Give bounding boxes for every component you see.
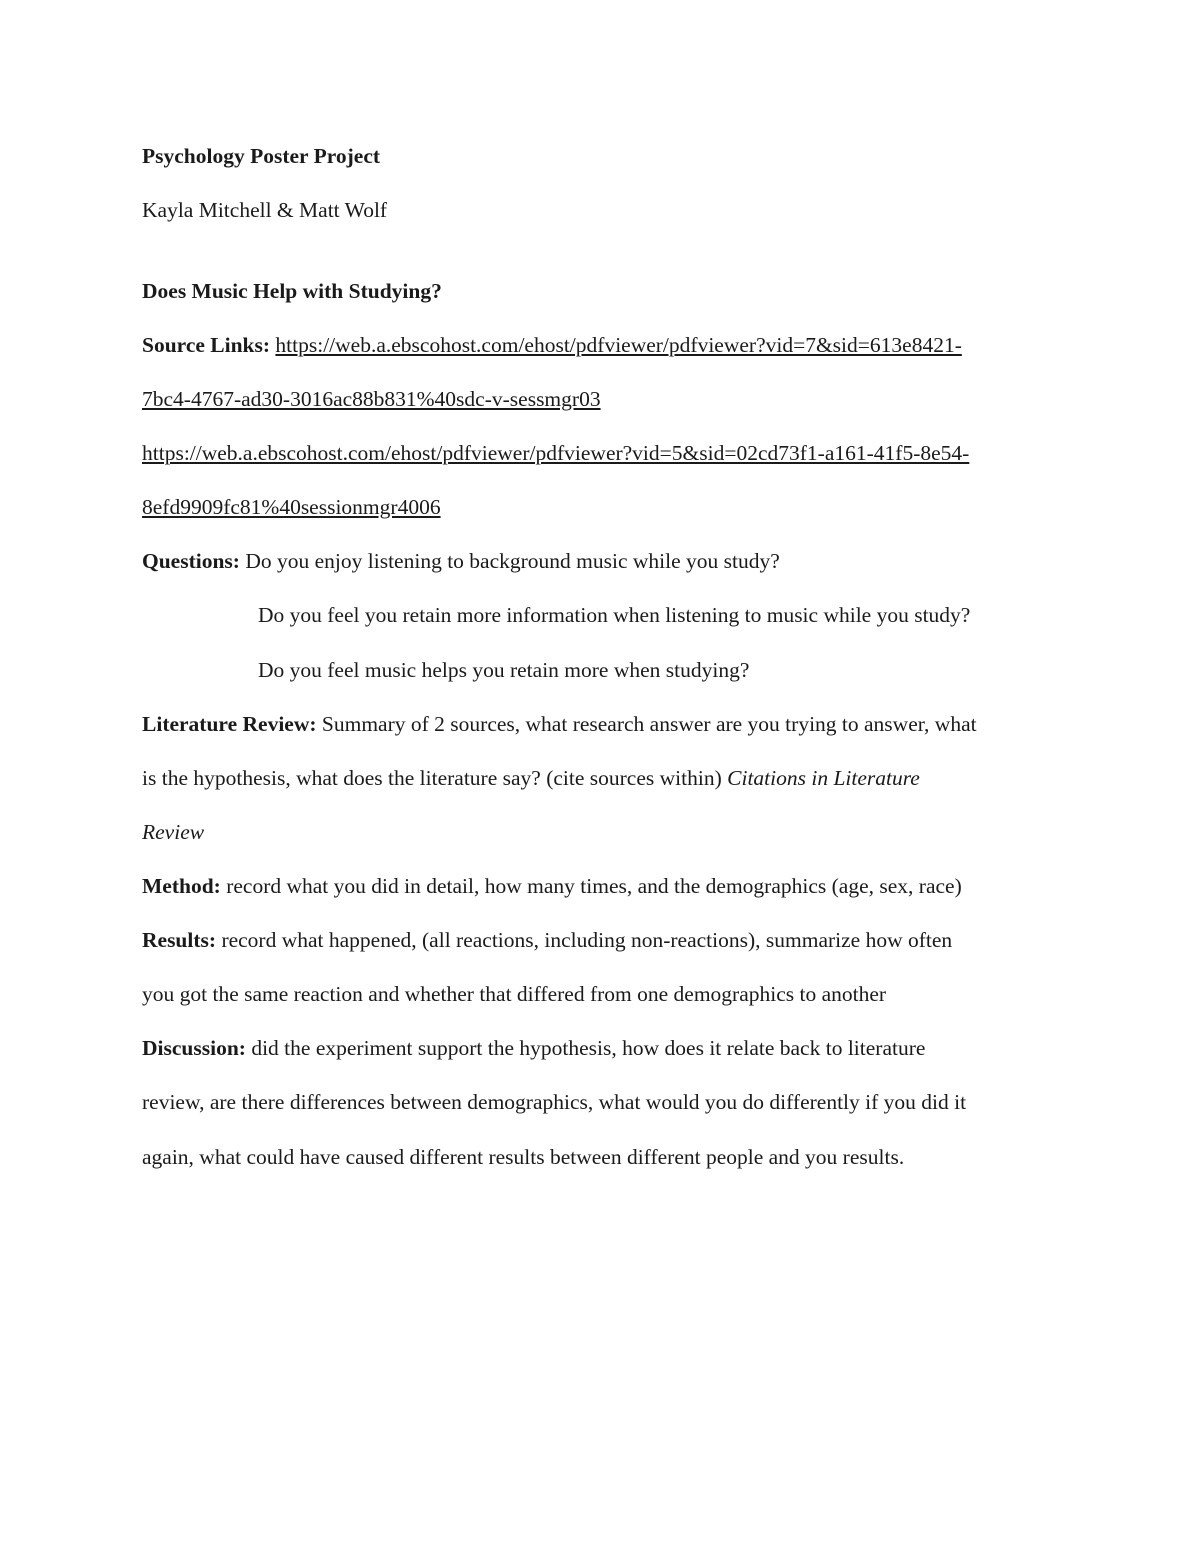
source-links-line-3: [142, 438, 969, 468]
method-label: Method:: [142, 874, 221, 898]
question-1: Do you enjoy listening to background music while you study?: [245, 549, 780, 573]
literature-review-line-1: Literature Review: Summary of 2 sources, what research answer are you trying to answer, what: [142, 712, 977, 736]
source-links-line-2: [142, 384, 601, 414]
source-links-line-1: [142, 330, 962, 360]
question-3: Do you feel music helps you retain more when studying?: [258, 658, 750, 682]
questions-line-1: [142, 546, 780, 576]
source-links-line-4: [142, 492, 441, 522]
method-line: Method: record what you did in detail, how many times, and the demographics (age, sex, race): [142, 874, 962, 898]
source-link-2-part-2[interactable]: 8efd9909fc81%40sessionmgr4006: [142, 495, 441, 519]
discussion-line-1: Discussion: did the experiment support the hypothesis, how does it relate back to literature: [142, 1036, 926, 1060]
source-link-1-part-1[interactable]: https://web.a.ebscohost.com/ehost/pdfviewer/pdfviewer?vid=7&sid=613e8421-: [275, 333, 962, 357]
source-link-2-part-1[interactable]: https://web.a.ebscohost.com/ehost/pdfviewer/pdfviewer?vid=5&sid=02cd73f1-a161-41f5-8e54-: [142, 441, 970, 465]
discussion-label: Discussion:: [142, 1036, 246, 1060]
discussion-line-2: review, are there differences between demographics, what would you do differently if you did it: [142, 1090, 967, 1114]
results-label: Results:: [142, 928, 217, 952]
literature-review-line-3: Review: [142, 820, 205, 844]
results-line-2: you got the same reaction and whether that differed from one demographics to another: [142, 982, 887, 1006]
document-title: Psychology Poster Project: [142, 144, 381, 168]
literature-review-line-2: is the hypothesis, what does the literature say? (cite sources within) Citations in Literature: [142, 766, 920, 790]
question-2: Do you feel you retain more information when listening to music while you study?: [258, 603, 971, 627]
research-question-heading: Does Music Help with Studying?: [142, 279, 442, 303]
questions-label: Questions:: [142, 549, 240, 573]
source-link-1-part-2[interactable]: 7bc4-4767-ad30-3016ac88b831%40sdc-v-sessmgr03: [142, 387, 601, 411]
results-line-1: Results: record what happened, (all reactions, including non-reactions), summarize how often: [142, 928, 953, 952]
literature-review-label: Literature Review:: [142, 712, 317, 736]
authors: Kayla Mitchell & Matt Wolf: [142, 198, 388, 222]
discussion-line-3: again, what could have caused different results between different people and you results.: [142, 1145, 905, 1169]
source-links-label: Source Links:: [142, 333, 271, 357]
